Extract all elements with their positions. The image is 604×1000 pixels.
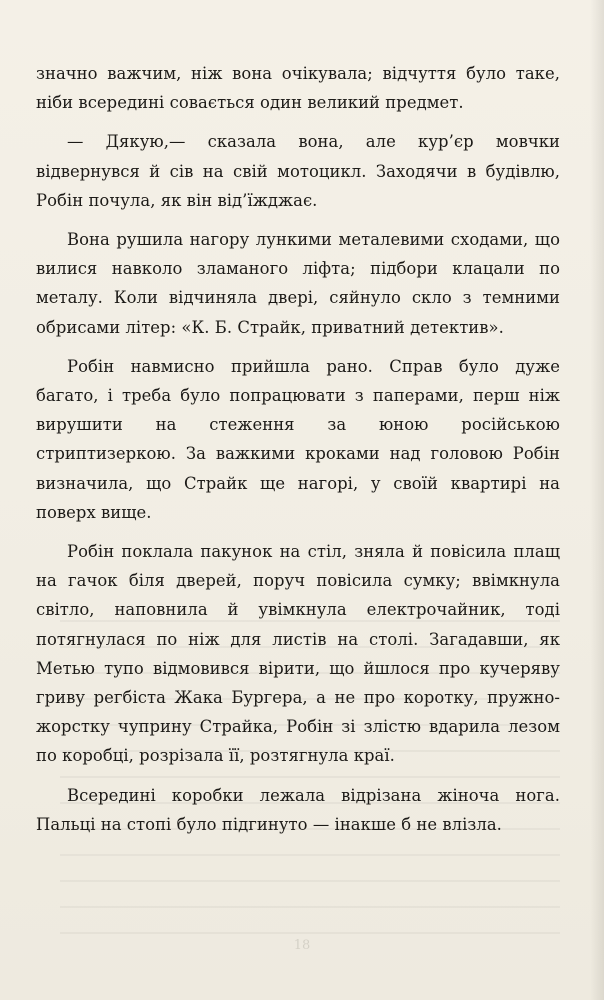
page-edge-shadow xyxy=(590,0,604,1000)
page-number: 18 xyxy=(293,938,311,953)
paragraph-stairs: Вона рушила нагору лункими металевими сходами, що вилися навколо зламаного ліфта; підбори клацали по металу. Коли відчиняла двері, сяйнуло скло з темними обрисами літер: «К. Б. Страйк, приватний детектив». xyxy=(36,230,560,337)
paragraph-arrival: Робін навмисно прийшла рано. Справ було дуже багато, і треба було попрацювати з паперами, перш ніж вирушити на стеження за юною російською стриптизеркою. За важкими кроками над головою Робін визначила, що Страйк ще нагорі, у своїй квартирі на поверх вище. xyxy=(36,356,560,522)
paragraph-dialogue: — Дякую,— сказала вона, але кур’єр мовчки відвернувся й сів на свій мотоцикл. Заходячи в будівлю, Робін почула, як він від’їжджає. xyxy=(36,132,560,210)
paragraph-continuation: значно важчим, ніж вона очікувала; відчуття було таке, ніби всередині совається один великий предмет. xyxy=(36,64,560,113)
paragraph-discovery: Всередині коробки лежала відрізана жіноча нога. Пальці на стопі було підгинуто — інакше б не влізла. xyxy=(36,785,560,834)
body-text xyxy=(36,59,560,839)
paragraph-opening-box: Робін поклала пакунок на стіл, зняла й повісила плащ на гачок біля дверей, поруч повісила сумку; ввімкнула світло, наповнила й увімкнула електрочайник, тоді потягнулася по ніж для листів на столі. Загадавши, як Метью тупо відмовився вірити, що йшлося про кучеряву гриву регбіста Жака Бургера, а не про коротку, пружно-жорстку чуприну Страйка, Робін зі злістю вдарила лезом по коробці, розрізала її, розтягнула краї. xyxy=(36,542,560,766)
